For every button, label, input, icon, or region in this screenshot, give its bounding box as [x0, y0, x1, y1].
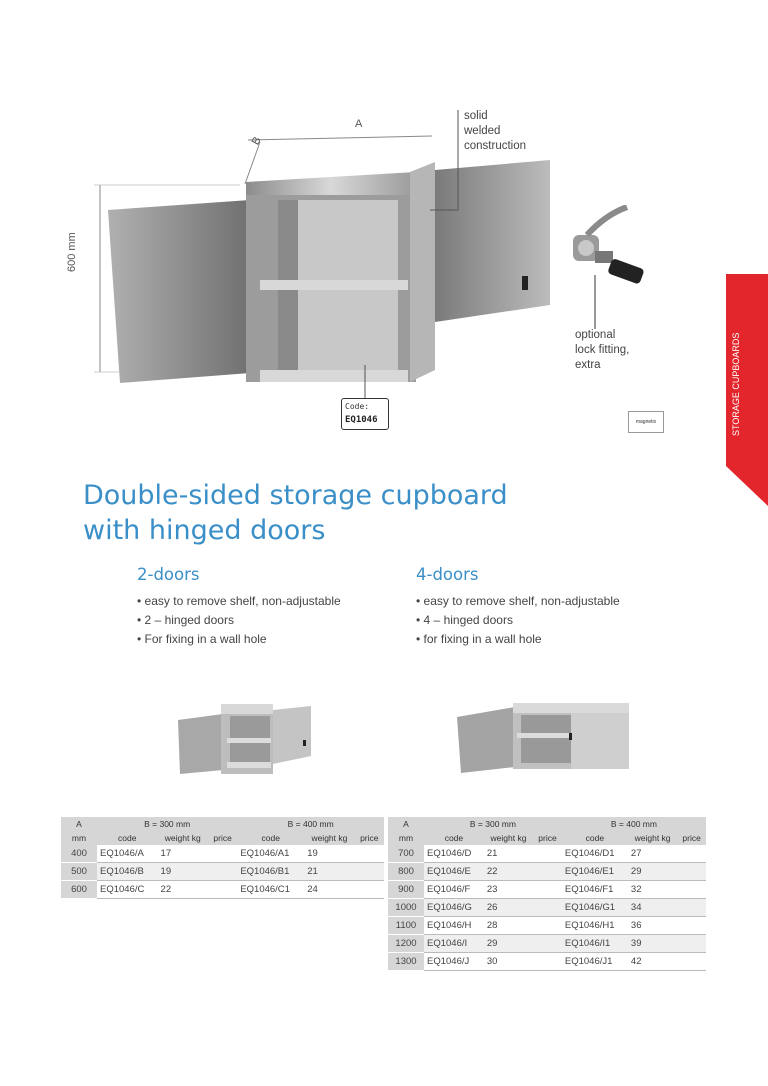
bullet-list-2-doors — [137, 592, 341, 649]
table-row: 400 EQ1046/A 17 EQ1046/A1 19 — [61, 845, 384, 863]
table-row: 1000 EQ1046/G 26 EQ1046/G1 34 — [388, 899, 706, 917]
spec-table-4-doors — [388, 817, 706, 971]
table-row: 800 EQ1046/E 22 EQ1046/E1 29 — [388, 863, 706, 881]
dimension-height-label: 600 mm — [66, 232, 78, 272]
col-header-unit: mm — [388, 831, 424, 845]
dimension-b-label: B — [249, 134, 264, 148]
col-header-unit: mm — [61, 831, 97, 845]
table-row: 900 EQ1046/F 23 EQ1046/F1 32 — [388, 881, 706, 899]
list-item: • 2 – hinged doors — [137, 611, 341, 630]
product-photo-2-doors — [175, 700, 315, 780]
bullet-list-4-doors — [416, 592, 620, 649]
side-tab-label: STORAGE CUPBOARDS — [731, 332, 741, 436]
table-row: 1300 EQ1046/J 30 EQ1046/J1 42 — [388, 953, 706, 971]
list-item: • For fixing in a wall hole — [137, 630, 341, 649]
col-header-price: price — [677, 831, 706, 845]
group-header-b300: B = 300 mm — [424, 817, 562, 831]
group-header-b400: B = 400 mm — [237, 817, 384, 831]
list-item: • 4 – hinged doors — [416, 611, 620, 630]
product-code-box — [341, 398, 389, 430]
col-header-weight: weight kg — [304, 831, 354, 845]
callout-solid-welded: solid welded construction — [464, 110, 527, 152]
list-item: • for fixing in a wall hole — [416, 630, 620, 649]
col-header-a: A — [61, 817, 97, 831]
col-header-price: price — [533, 831, 562, 845]
code-label: Code: — [345, 402, 370, 411]
col-header-weight: weight kg — [484, 831, 533, 845]
col-header-code: code — [424, 831, 484, 845]
col-header-code: code — [562, 831, 628, 845]
spec-table-2-doors — [61, 817, 384, 899]
col-header-code: code — [97, 831, 158, 845]
table-row: 500 EQ1046/B 19 EQ1046/B1 21 — [61, 863, 384, 881]
col-header-a: A — [388, 817, 424, 831]
col-header-weight: weight kg — [158, 831, 208, 845]
col-header-weight: weight kg — [628, 831, 677, 845]
dimension-a-label: A — [355, 118, 363, 130]
group-header-b400: B = 400 mm — [562, 817, 706, 831]
group-header-b300: B = 300 mm — [97, 817, 237, 831]
table-row: 1200 EQ1046/I 29 EQ1046/I1 39 — [388, 935, 706, 953]
callout-optional-lock: optional lock fitting, extra — [575, 329, 630, 371]
table-row: 600 EQ1046/C 22 EQ1046/C1 24 — [61, 881, 384, 899]
lock-fitting-illustration — [565, 205, 655, 330]
table-row: 700 EQ1046/D 21 EQ1046/D1 27 — [388, 845, 706, 863]
table-row: 1100 EQ1046/H 28 EQ1046/H1 36 — [388, 917, 706, 935]
section-heading-2-doors: 2-doors — [137, 565, 200, 584]
col-header-code: code — [237, 831, 304, 845]
code-value: EQ1046 — [345, 415, 378, 425]
col-header-price: price — [355, 831, 384, 845]
list-item: • easy to remove shelf, non-adjustable — [137, 592, 341, 611]
section-heading-4-doors: 4-doors — [416, 565, 479, 584]
page-title: Double-sided storage cupboard with hinged doors — [83, 480, 508, 546]
product-photo-4-doors — [455, 695, 635, 780]
brand-logo: magnetix — [628, 411, 664, 433]
list-item: • easy to remove shelf, non-adjustable — [416, 592, 620, 611]
col-header-price: price — [208, 831, 237, 845]
